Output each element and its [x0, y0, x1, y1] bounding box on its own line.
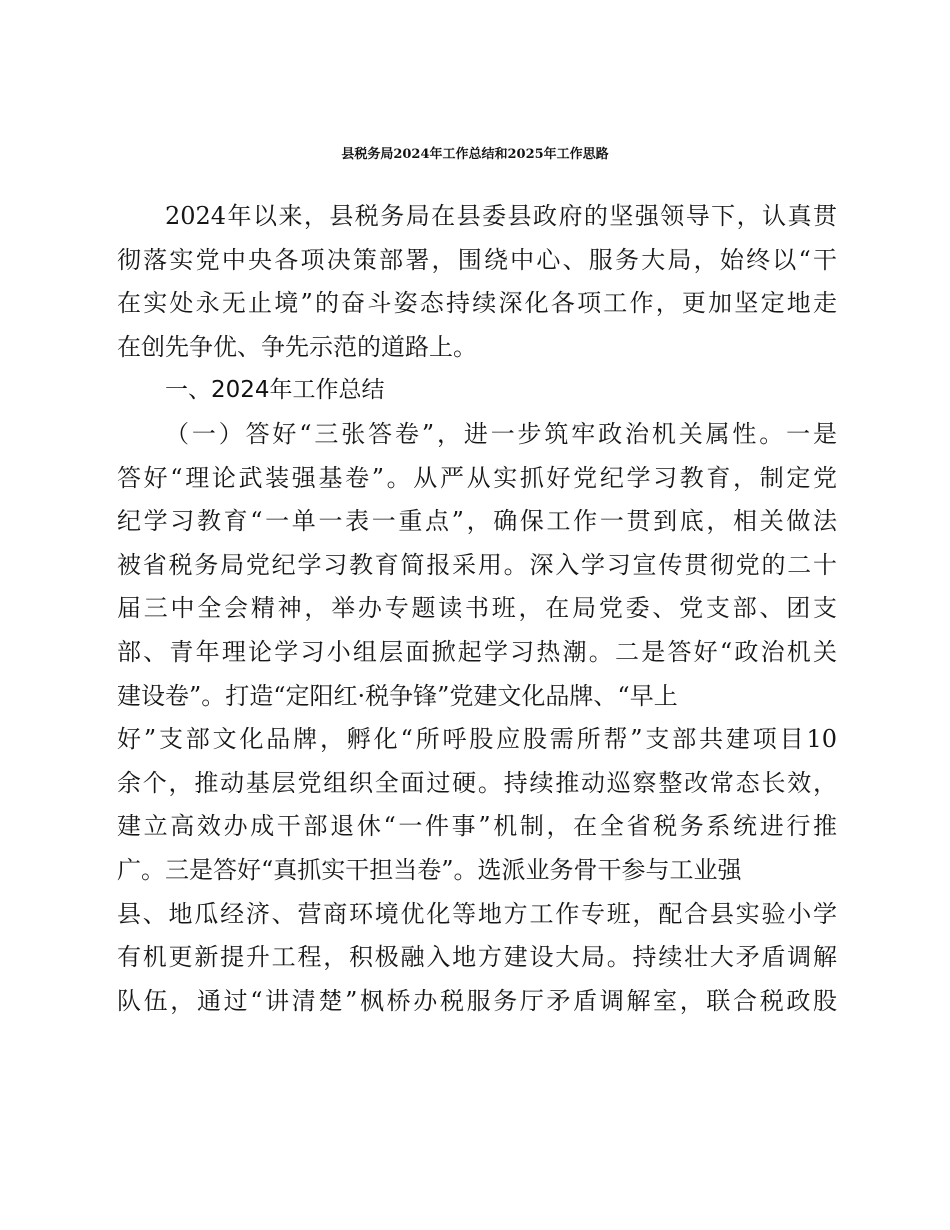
body-line: 广。三是答好“真抓实干担当卷”。选派业务骨干参与工业强 [117, 856, 742, 884]
body-line: 届三中全会精神，举办专题读书班，在局党委、党支部、团支 [117, 594, 837, 622]
body-line: 有机更新提升工程，积极融入地方建设大局。持续壮大矛盾调解 [117, 943, 837, 971]
body-line: 建设卷”。打造“定阳红·税争锋”党建文化品牌、“早上 [117, 682, 678, 710]
document-title: 县税务局2024年工作总结和2025年工作思路 [341, 147, 609, 162]
body-line: 好”支部文化品牌，孵化“所呼股应股需所帮”支部共建项目10 [117, 725, 837, 753]
body-line: 队伍，通过“讲清楚”枫桥办税服务厅矛盾调解室，联合税政股 [117, 987, 837, 1015]
intro-line: 在创先争优、争先示范的道路上。 [117, 333, 477, 361]
body-line: 县、地瓜经济、营商环境优化等地方工作专班，配合县实验小学 [117, 900, 837, 928]
body-line: 建立高效办成干部退休“一件事”机制，在全省税务系统进行推 [117, 812, 837, 840]
body-line: 部、青年理论学习小组层面掀起学习热潮。二是答好“政治机关 [117, 638, 837, 666]
intro-line: 2024年以来，县税务局在县委县政府的坚强领导下，认真贯 [165, 202, 837, 230]
section-heading: 一、2024年工作总结 [165, 377, 385, 403]
body-line: 纪学习教育“一单一表一重点”，确保工作一贯到底，相关做法 [117, 507, 837, 535]
body-line: （一）答好“三张答卷”，进一步筑牢政治机关属性。一是 [165, 420, 837, 448]
body-line: 余个，推动基层党组织全面过硬。持续推动巡察整改常态长效， [117, 769, 837, 797]
body-line: 答好“理论武装强基卷”。从严从实抓好党纪学习教育，制定党 [117, 464, 837, 492]
intro-line: 在实处永无止境”的奋斗姿态持续深化各项工作，更加坚定地走 [117, 289, 837, 317]
body-line: 被省税务局党纪学习教育简报采用。深入学习宣传贯彻党的二十 [117, 551, 837, 579]
intro-line: 彻落实党中央各项决策部署，围绕中心、服务大局，始终以“干 [117, 246, 837, 274]
